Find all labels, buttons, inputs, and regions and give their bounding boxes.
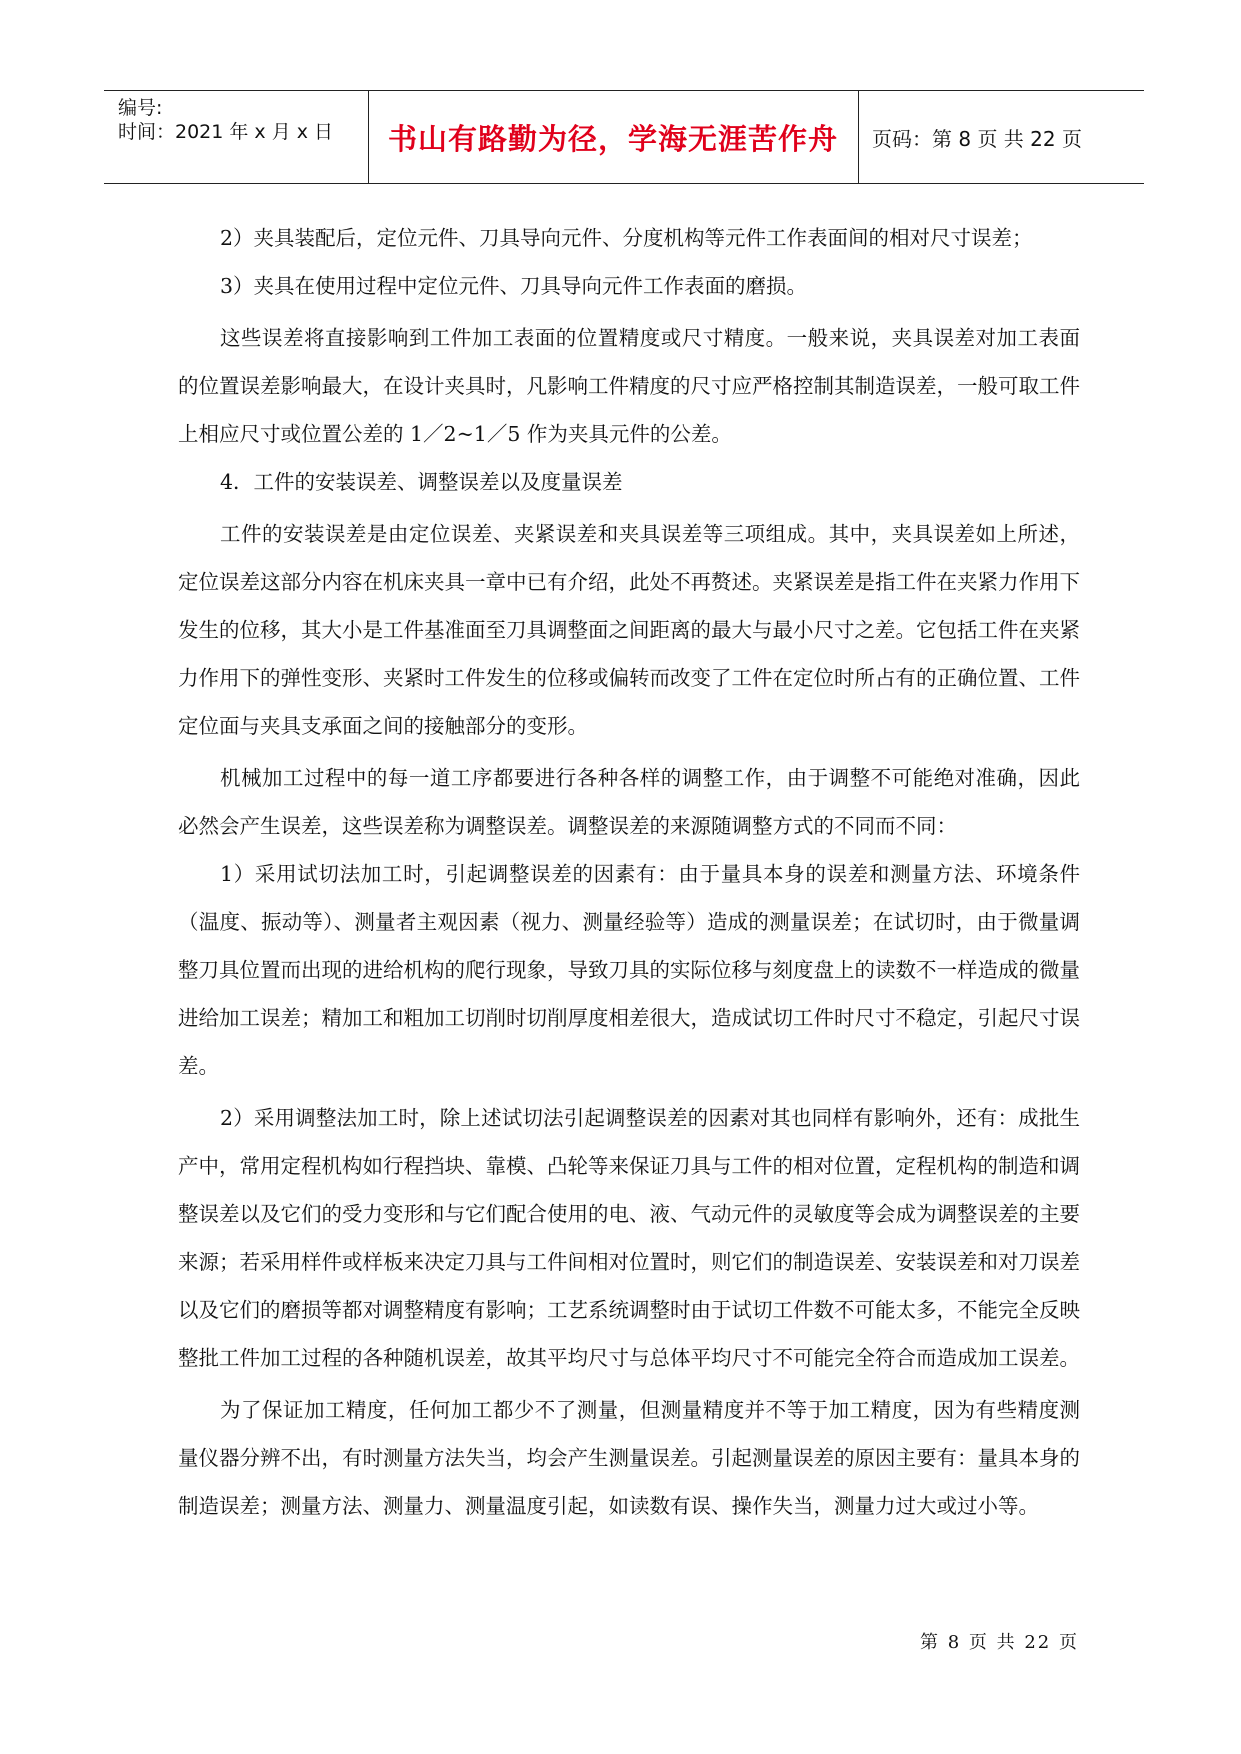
- page-footer-number: 第 8 页 共 22 页: [920, 1632, 1079, 1653]
- header-meta: [118, 91, 368, 183]
- paragraph: 工件的安装误差是由定位误差、夹紧误差和夹具误差等三项组成。其中，夹具误差如上所述，定位误差这部分内容在机床夹具一章中已有介绍，此处不再赘述。夹紧误差是指工件在夹紧力作用下发生的位移，其大小是工件基准面至刀具调整面之间距离的最大与最小尺寸之差。它包括工件在夹紧力作用下的弹性变形、夹紧时工件发生的位移或偏转而改变了工件在定位时所占有的正确位置、工件定位面与夹具支承面之间的接触部分的变形。: [178, 522, 1080, 738]
- paragraph: 2）夹具装配后，定位元件、刀具导向元件、分度机构等元件工作表面间的相对尺寸误差；: [220, 226, 1033, 250]
- section-heading: 4．工件的安装误差、调整误差以及度量误差: [220, 470, 623, 494]
- paragraph: 3）夹具在使用过程中定位元件、刀具导向元件工作表面的磨损。: [220, 274, 808, 298]
- document-number-label: 编号:: [118, 97, 163, 119]
- header-page-info: 页码：第 8 页 共 22 页: [872, 126, 1082, 151]
- header-divider: [858, 91, 859, 183]
- document-time-label: 时间：2021 年 x 月 x 日: [118, 121, 334, 143]
- paragraph: 2）采用调整法加工时，除上述试切法引起调整误差的因素对其也同样有影响外，还有：成批生产中，常用定程机构如行程挡块、靠模、凸轮等来保证刀具与工件的相对位置，定程机构的制造和调整误差以及它们的受力变形和与它们配合使用的电、液、气动元件的灵敏度等会成为调整误差的主要来源；若采用样件或样板来决定刀具与工件间相对位置时，则它们的制造误差、安装误差和对刀误差以及它们的磨损等都对调整精度有影响；工艺系统调整时由于试切工件数不可能太多，不能完全反映整批工件加工过程的各种随机误差，故其平均尺寸与总体平均尺寸不可能完全符合而造成加工误差。: [178, 1106, 1080, 1370]
- header-divider: [368, 91, 369, 183]
- paragraph: 为了保证加工精度，任何加工都少不了测量，但测量精度并不等于加工精度，因为有些精度测量仪器分辨不出，有时测量方法失当，均会产生测量误差。引起测量误差的原因主要有：量具本身的制造误差；测量方法、测量力、测量温度引起，如读数有误、操作失当，测量力过大或过小等。: [178, 1398, 1080, 1518]
- document-body: [178, 214, 1080, 1530]
- paragraph: 机械加工过程中的每一道工序都要进行各种各样的调整工作，由于调整不可能绝对准确，因此必然会产生误差，这些误差称为调整误差。调整误差的来源随调整方式的不同而不同：: [178, 766, 1080, 838]
- paragraph: 1）采用试切法加工时，引起调整误差的因素有：由于量具本身的误差和测量方法、环境条件（温度、振动等）、测量者主观因素（视力、测量经验等）造成的测量误差；在试切时，由于微量调整刀具位置而出现的进给机构的爬行现象，导致刀具的实际位移与刻度盘上的读数不一样造成的微量进给加工误差；精加工和粗加工切削时切削厚度相差很大，造成试切工件时尺寸不稳定，引起尺寸误差。: [178, 862, 1080, 1078]
- header-motto: 书山有路勤为径，学海无涯苦作舟: [387, 121, 838, 156]
- page-header: [104, 90, 1144, 184]
- paragraph: 这些误差将直接影响到工件加工表面的位置精度或尺寸精度。一般来说，夹具误差对加工表面的位置误差影响最大，在设计夹具时，凡影响工件精度的尺寸应严格控制其制造误差，一般可取工件上相应尺寸或位置公差的 1／2~1／5 作为夹具元件的公差。: [178, 326, 1080, 446]
